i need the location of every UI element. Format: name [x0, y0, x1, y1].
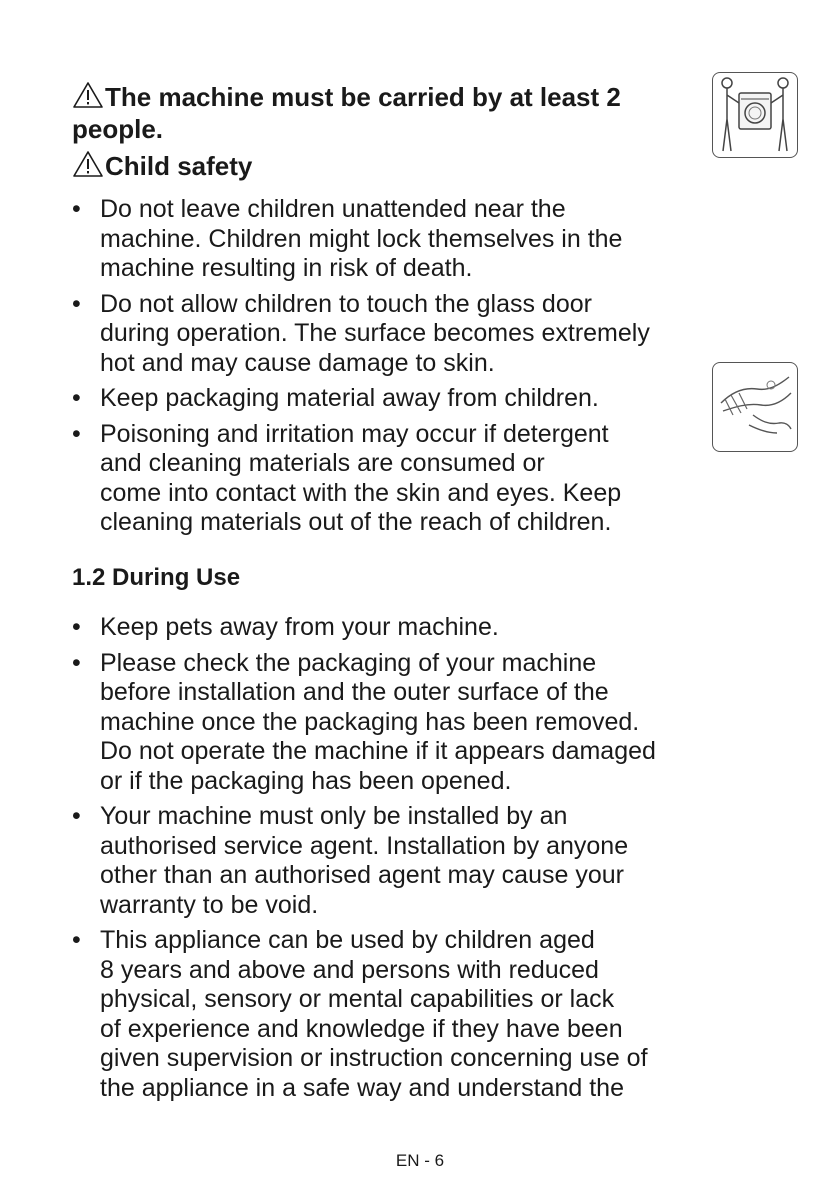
child-safety-list — [72, 195, 772, 544]
list-item: • Keep packaging material away from children. — [72, 384, 772, 414]
list-item: • Do not allow children to touch the glass door during operation. The surface becomes extremely hot and may cause damage to skin. — [72, 290, 772, 379]
page-number: EN - 6 — [395, 1151, 445, 1170]
list-item: • Keep pets away from your machine. — [72, 613, 772, 643]
during-use-list — [72, 613, 772, 1109]
child-safety-title: Child safety — [105, 151, 253, 181]
list-item: • Please check the packaging of your machine before installation and the outer surface of the machine once the packaging has been removed. Do not operate the machine if it appears damaged or if the packaging has been opened. — [72, 649, 772, 797]
two-people-carry-machine-icon — [712, 72, 798, 158]
packaging-hands-icon — [712, 362, 798, 452]
carry-warning-text: The machine must be carried by at least 2 people. — [72, 82, 621, 144]
child-safety-heading — [72, 150, 252, 182]
list-item: • Poisoning and irritation may occur if detergent and cleaning materials are consumed or come into contact with the skin and eyes. Keep cleaning materials out of the reach of children. — [72, 420, 772, 538]
list-item: • Your machine must only be installed by an authorised service agent. Installation by anyone other than an authorised agent may cause your warranty to be void. — [72, 802, 772, 920]
carry-warning-heading — [72, 81, 712, 145]
list-item: • Do not leave children unattended near the machine. Children might lock themselves in the machine resulting in risk of death. — [72, 195, 772, 284]
warning-triangle-icon — [72, 81, 104, 109]
warning-triangle-icon — [72, 150, 104, 178]
list-item: • This appliance can be used by children aged 8 years and above and persons with reduced physical, sensory or mental capabilities or lack of experience and knowledge if they have been given supervision or instruction concerning use of the appliance in a safe way and understand the — [72, 926, 772, 1103]
during-use-heading: 1.2 During Use — [72, 564, 241, 591]
